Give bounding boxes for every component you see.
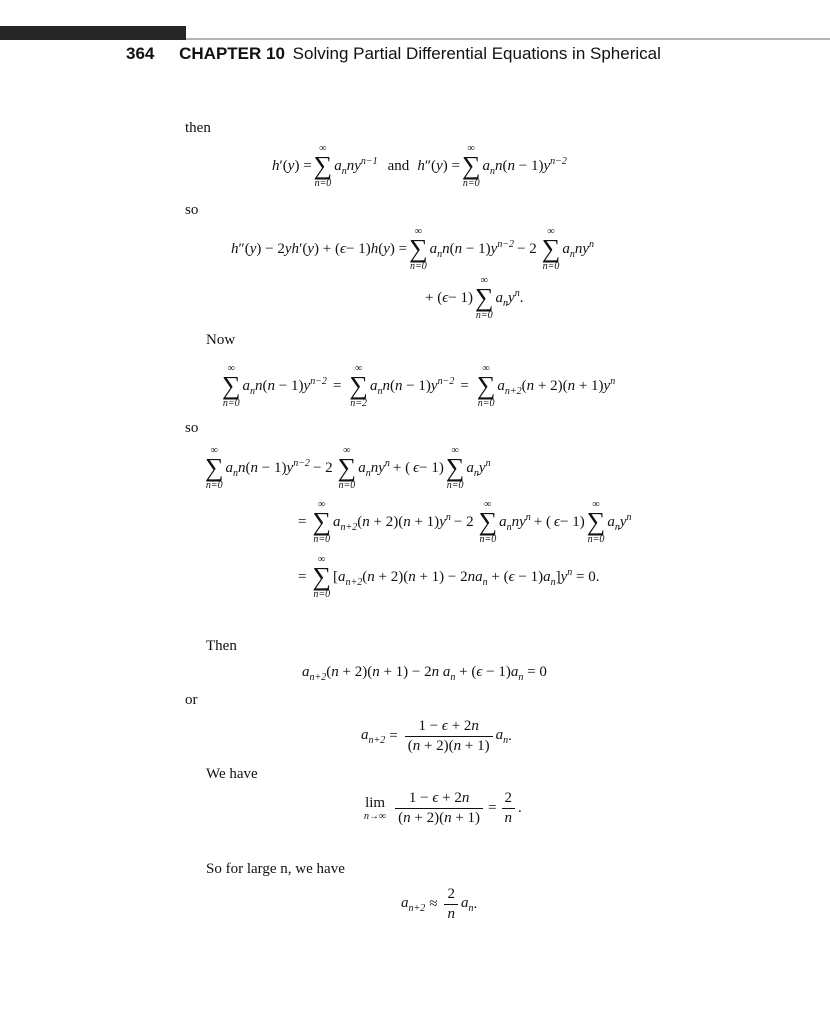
equation-combined-line-3: = ∞ ∑ n=0 $[a_{n+2}(n + 2)(n + 1) - 2na_n + (\epsilon - 1)a_n]y^n = 0$. [298,554,600,600]
sum-symbol: ∞ ∑ n=0 [312,499,332,545]
text-now: Now [206,332,236,348]
sum-symbol: ∞ ∑ n=0 [312,554,332,600]
word-and: and [387,157,410,174]
chapter-label: CHAPTER 10 [179,44,285,63]
equation-hermite-expansion: h ″( y ) − 2 yh ′( y ) + ( ϵ − 1) h ( y ) = ∞ ∑ n=0 $a_nn(n - 1)y^{n-2}$ − 2 ∞ ∑ n=0 $a_nny^n$ [231,226,594,272]
text-then: then [185,120,211,136]
text-so-for-large-n: So for large n, we have [206,861,345,877]
header-rule [186,38,830,40]
sum-symbol: ∞ ∑ n=0 [313,143,333,189]
header-bar [0,26,186,40]
equation-recurrence: $a_{n+2}(n + 2)(n + 1) - 2n$ $a_n + (\epsilon - 1)a_n = 0$ [302,664,547,683]
sum-symbol: ∞ ∑ n=0 [476,363,496,409]
equation-hermite-expansion-cont: + ( ϵ − 1) ∞ ∑ n=0 $a_ny^n$ . [425,275,524,321]
equation-index-shift: ∞ ∑ n=0 $a_nn(n - 1)y^{n-2}$ = ∞ ∑ n=2 $a_nn(n - 1)y^{n-2}$ = ∞ ∑ n=0 $a_{n+2}(n + 2)(n + 1)y^n$ [222,363,616,409]
fraction: $\frac{1 - \epsilon + 2n}{(n + 2)(n + 1)}$ [405,718,493,755]
sum-symbol: ∞ ∑ n=0 [461,143,481,189]
sum-symbol: ∞ ∑ n=0 [337,445,357,491]
limit-operator: lim n→∞ [364,794,387,823]
sum-symbol: ∞ ∑ n=0 [474,275,494,321]
sum-symbol: ∞ ∑ n=0 [586,499,606,545]
equation-combined-line-2: = ∞ ∑ n=0 $a_{n+2}(n + 2)(n + 1)y^n$ − 2 ∞ ∑ n=0 $a_nny^n$ + ( ϵ − 1) ∞ ∑ n=0 $a_ny^n$ [298,499,632,545]
fraction: $\frac{1 - \epsilon + 2n}{(n + 2)(n + 1)}$ [395,790,483,827]
sum-symbol: ∞ ∑ n=0 [222,363,241,409]
equation-recurrence-solved: $a_{n+2}$ = $\frac{1 - \epsilon + 2n}{(n + 2)(n + 1)}$ $a_n$ . [361,718,512,754]
fraction: $\frac{2}{n}$ [444,886,458,923]
equation-combined-line-1: ∞ ∑ n=0 $a_nn(n - 1)y^{n-2}$ − 2 ∞ ∑ n=0 $a_nny^n$ + ( ϵ − 1) ∞ ∑ n=0 $a_ny^n$ [205,445,491,491]
fraction: $\frac{2}{n}$ [502,790,516,827]
equation-limit: lim n→∞ $\frac{1 - \epsilon + 2n}{(n + 2)(n + 1)}$ = $\frac{2}{n}$ . [364,790,522,826]
sum-symbol: ∞ ∑ n=0 [409,226,428,272]
equation-h-derivatives: h ′( y ) = ∞ ∑ n=0 $a_nny^{n-1}$ and h ″( y ) = ∞ ∑ n=0 $a_nn(n - 1)y^{n-2}$ [272,143,567,189]
text-so-1: so [185,202,199,218]
page-number: 364 [126,44,155,63]
sum-symbol: ∞ ∑ n=0 [205,445,224,491]
running-header [126,44,661,64]
text-we-have: We have [206,766,258,782]
sum-symbol: ∞ ∑ n=0 [478,499,498,545]
equation-asymptotic: $a_{n+2}$ ≈ $\frac{2}{n}$ $a_n$ . [401,886,478,922]
text-then-2: Then [206,638,237,654]
chapter-title: Solving Partial Differential Equations in Spherical [292,44,661,63]
text-or: or [185,692,198,708]
sum-symbol: ∞ ∑ n=0 [445,445,465,491]
sum-symbol: ∞ ∑ n=2 [349,363,368,409]
sum-symbol: ∞ ∑ n=0 [541,226,561,272]
text-so-2: so [185,420,199,436]
